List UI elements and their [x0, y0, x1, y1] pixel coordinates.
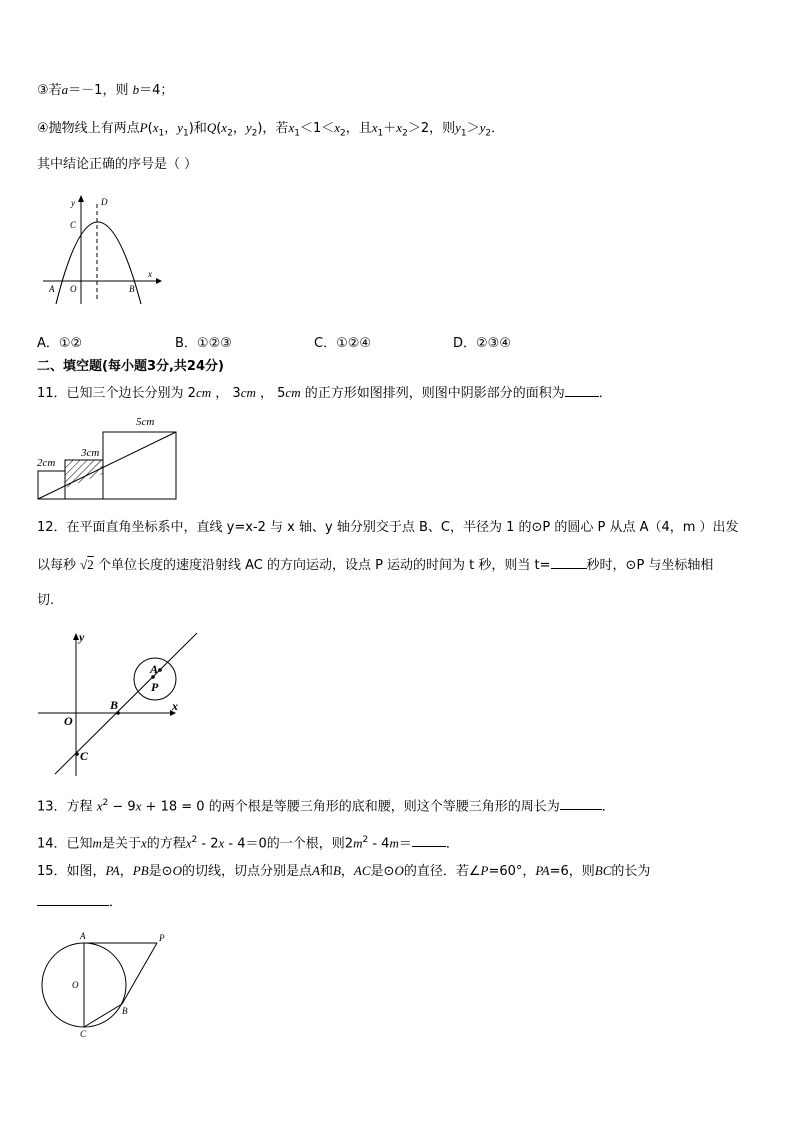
label-y: y — [79, 630, 85, 644]
sqrt2: √2 — [80, 557, 94, 572]
label-x: x — [148, 269, 152, 279]
label-c: C — [80, 749, 89, 763]
label-b: B — [110, 698, 119, 712]
q15-answer-blank[interactable] — [37, 893, 109, 906]
label-B: B — [129, 284, 135, 294]
q15-answer-line: ． — [37, 893, 122, 912]
q10-item3: ③若a＝－1，则 b＝4； — [37, 82, 174, 98]
label-3cm: 3cm — [81, 447, 100, 459]
label-D: D — [101, 197, 108, 207]
shaded-region — [65, 460, 103, 488]
option-c[interactable]: C．①②④ — [314, 336, 372, 351]
label-c: C — [80, 1029, 87, 1039]
q12-line1: 12．在平面直角坐标系中，直线 y=x-2 与 x 轴、y 轴分别交于点 B、C，半径为 1 的⊙P 的圆心 P 从点 A（4，m ）出发 — [37, 520, 739, 535]
label-5cm: 5cm — [136, 416, 155, 428]
circle-tangent-figure — [36, 928, 176, 1042]
tangent-pb — [122, 943, 157, 1004]
x-axis-arrow — [156, 278, 162, 284]
option-b[interactable]: B．①②③ — [175, 336, 232, 351]
point-a — [158, 668, 162, 672]
q12-line2: 以每秒 √2 个单位长度的速度沿射线 AC 的方向运动，设点 P 运动的时间为 t 秒，则当 t= 秒时，⊙P 与坐标轴相 — [37, 557, 714, 573]
label-C: C — [70, 220, 77, 230]
q10-prompt: 其中结论正确的序号是（ ） — [37, 157, 198, 172]
label-y: y — [71, 198, 75, 208]
square-2cm — [38, 471, 65, 499]
y-axis-arrow — [78, 195, 84, 202]
label-b: B — [122, 1006, 128, 1016]
label-A: A — [49, 284, 55, 294]
q14-text: 14．已知m是关于x的方程$x^2 - 2x - 4=0$的一个根，则$2m^2 - 4m=$ ． — [37, 835, 459, 852]
point-c — [75, 752, 79, 756]
label-2cm: 2cm — [37, 457, 56, 469]
label-x: x — [172, 699, 178, 713]
label-a: A — [150, 662, 159, 676]
q13-answer-blank[interactable] — [560, 797, 602, 810]
chord-bc — [84, 1004, 122, 1027]
q11-text: 11．已知三个边长分别为 2cm ， 3cm ， 5cm 的正方形如图排列，则图中阴影部分的面积为 ． — [37, 385, 612, 401]
label-p: P — [159, 933, 165, 943]
label-o: O — [72, 980, 79, 990]
label-p: P — [151, 680, 159, 694]
q10-item4: ④抛物线上有两点$P(x_1$，$y_1$)和$Q(x_2$，$y_2$)，若$x_1<1<x_2$，且$x_1+x_2>2$，则$y_1>y_2$． — [37, 120, 505, 139]
squares-figure — [36, 412, 182, 504]
q15-text: 15．如图，PA，PB是⊙O的切线，切点分别是点A和B，AC是⊙O的直径．若∠P=60°，PA=6，则BC的长为 — [37, 863, 651, 879]
square-5cm — [103, 432, 176, 499]
q14-answer-blank[interactable] — [412, 834, 446, 847]
parabola-figure — [38, 192, 168, 307]
q13-text: 13．方程 $x^2 - 9x + 18 = 0$ 的两个根是等腰三角形的底和腰，则这个等腰三角形的周长为 ． — [37, 798, 615, 815]
section-title: 二、填空题(每小题3分,共24分) — [37, 359, 224, 374]
q12-answer-blank[interactable] — [551, 556, 587, 569]
option-d[interactable]: D．②③④ — [453, 336, 511, 351]
diagonal-line — [38, 432, 176, 499]
label-o: O — [64, 714, 73, 728]
coordinate-figure — [36, 628, 206, 780]
label-O: O — [70, 284, 77, 294]
q12-line3: 切. — [37, 593, 55, 608]
option-a[interactable]: A．①② — [37, 336, 83, 351]
label-a: A — [80, 931, 86, 941]
q11-answer-blank[interactable] — [565, 384, 599, 397]
